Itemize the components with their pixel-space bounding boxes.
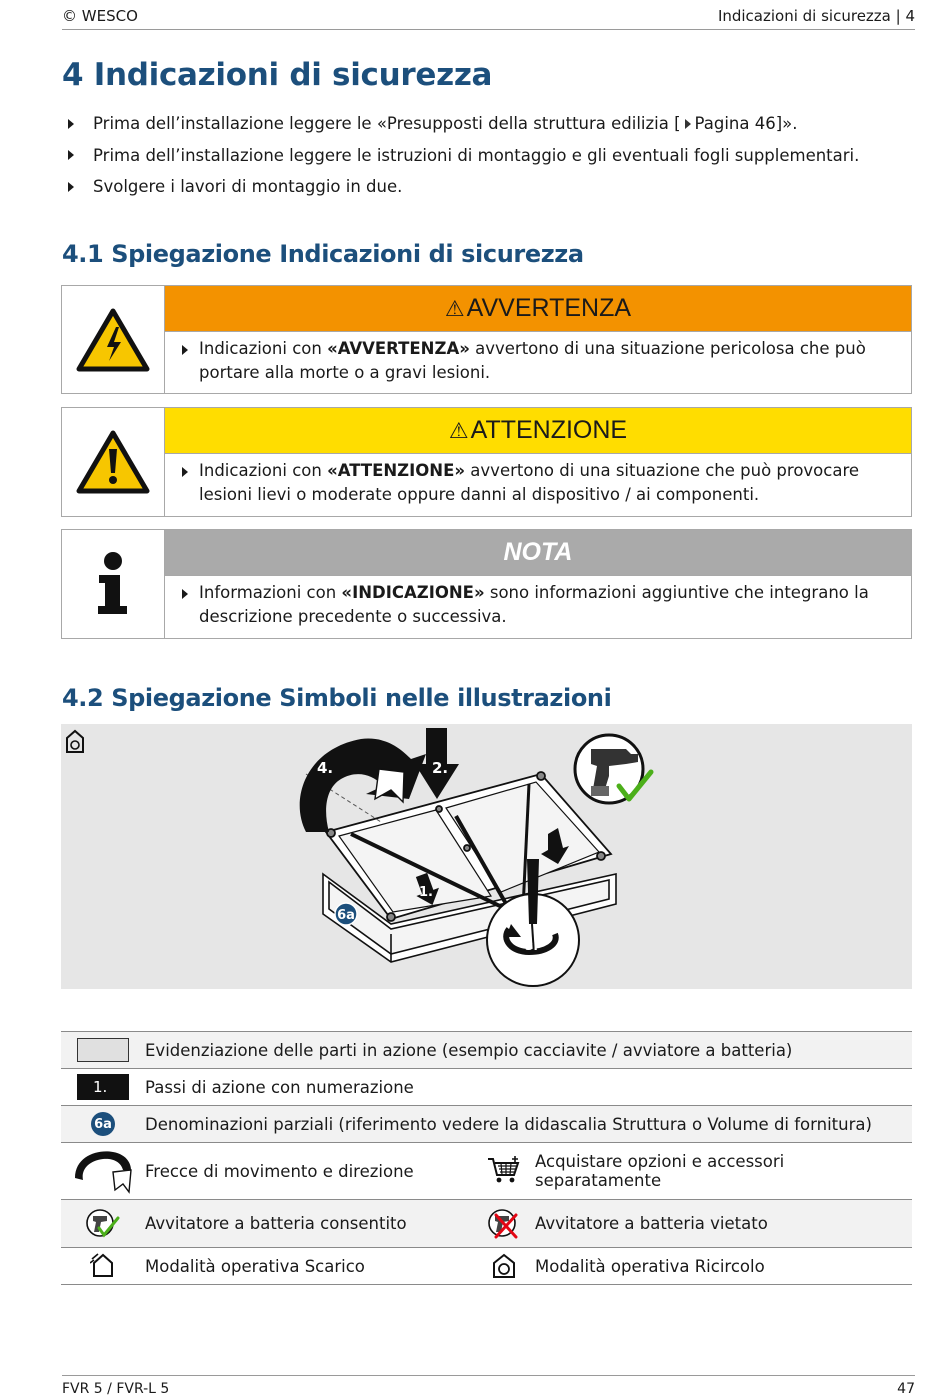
bullet-triangle-icon <box>68 182 74 192</box>
list-item: Svolgere i lavori di montaggio in due. <box>68 171 859 203</box>
caution-heading-band: ⚠ ATTENZIONE <box>165 408 911 454</box>
legend-row-modes: Modalità operativa Scarico Modalità operativa Ricircolo <box>61 1248 912 1285</box>
bullet-triangle-icon <box>68 150 74 160</box>
step-label-4: 4. <box>317 759 334 777</box>
warning-text: Indicazioni con «AVVERTENZA» avvertono di una situazione pericolosa che può portare alla morte o a gravi lesioni. <box>165 332 911 393</box>
bullet-triangle-icon <box>182 589 188 599</box>
warning-notice <box>61 285 912 394</box>
legend-row-steps: 1. Passi di azione con numerazione <box>61 1069 912 1106</box>
note-notice <box>61 529 912 639</box>
drill-allowed-icon <box>61 1208 145 1240</box>
list-item: Prima dell’installazione leggere le istruzioni di montaggio e gli eventuali fogli supplementari. <box>68 140 859 172</box>
highlight-swatch-icon <box>61 1038 145 1062</box>
curved-arrow-icon <box>61 1148 145 1194</box>
bullet-triangle-icon <box>182 467 188 477</box>
warning-heading: AVVERTENZA <box>466 294 632 322</box>
link-arrow-icon <box>685 119 691 129</box>
header-copyright: © WESCO <box>62 7 138 25</box>
symbol-legend <box>61 1031 912 1285</box>
caution-notice <box>61 407 912 517</box>
step-label-3: 3. <box>525 939 538 953</box>
note-heading: NOTA <box>503 538 573 566</box>
legend-row-drills: Avvitatore a batteria consentito Avvitatore a batteria vietato <box>61 1200 912 1248</box>
caution-heading: ATTENZIONE <box>470 416 628 444</box>
electric-hazard-icon <box>62 286 165 393</box>
part-number-badge: 6a <box>61 1112 145 1136</box>
shopping-cart-icon <box>478 1155 530 1187</box>
warning-heading-band: ⚠ AVVERTENZA <box>165 286 911 332</box>
bullet-triangle-icon <box>182 345 188 355</box>
legend-row-arrows-cart: Frecce di movimento e direzione Acquistare opzioni e accessori separatamente <box>61 1143 912 1200</box>
info-icon <box>62 530 165 638</box>
step-label-2: 2. <box>432 759 449 777</box>
recirculation-mode-icon <box>67 731 83 752</box>
caution-text: Indicazioni con «ATTENZIONE» avvertono di una situazione che può provocare lesioni lievi o moderate oppure danni al dispositivo / ai componenti. <box>165 454 911 515</box>
note-text: Informazioni con «INDICAZIONE» sono informazioni aggiuntive che integrano la descrizione precedente o successiva. <box>165 576 911 637</box>
recirculation-mode-icon <box>478 1253 530 1279</box>
legend-row-highlight: Evidenziazione delle parti in azione (esempio cacciavite / avviatore a batteria) <box>61 1032 912 1069</box>
step-label-1: 1. <box>419 885 433 900</box>
general-warning-icon <box>62 408 165 516</box>
list-item: Prima dell’installazione leggere le «Presupposti della struttura edilizia [ Pagina 46 ]». <box>68 108 859 140</box>
intro-bullets <box>68 108 859 203</box>
page-footer <box>62 1375 915 1397</box>
legend-row-parts: 6a Denominazioni parziali (riferimento vedere la didascalia Struttura o Volume di fornitura) <box>61 1106 912 1143</box>
svg-text:6a: 6a <box>337 908 355 923</box>
note-heading-band <box>165 530 911 576</box>
drill-forbidden-icon <box>478 1208 530 1240</box>
section-title-4-2: 4.2 Spiegazione Simboli nelle illustrazioni <box>62 684 612 712</box>
page-title: 4 Indicazioni di sicurezza <box>62 57 493 93</box>
page-link[interactable]: Pagina 46 <box>694 114 776 134</box>
section-title-4-1: 4.1 Spiegazione Indicazioni di sicurezza <box>62 240 584 268</box>
bullet-triangle-icon <box>68 119 74 129</box>
part-badge <box>335 903 357 925</box>
exhaust-mode-icon <box>61 1253 145 1279</box>
page-header <box>62 4 915 30</box>
page-number: 47 <box>897 1381 915 1397</box>
footer-product: FVR 5 / FVR-L 5 <box>62 1381 170 1397</box>
drill-allowed-icon <box>575 735 651 803</box>
header-chapter: Indicazioni di sicurezza | 4 <box>717 7 915 25</box>
step-number-badge: 1. <box>61 1074 145 1100</box>
assembly-illustration <box>61 724 912 989</box>
